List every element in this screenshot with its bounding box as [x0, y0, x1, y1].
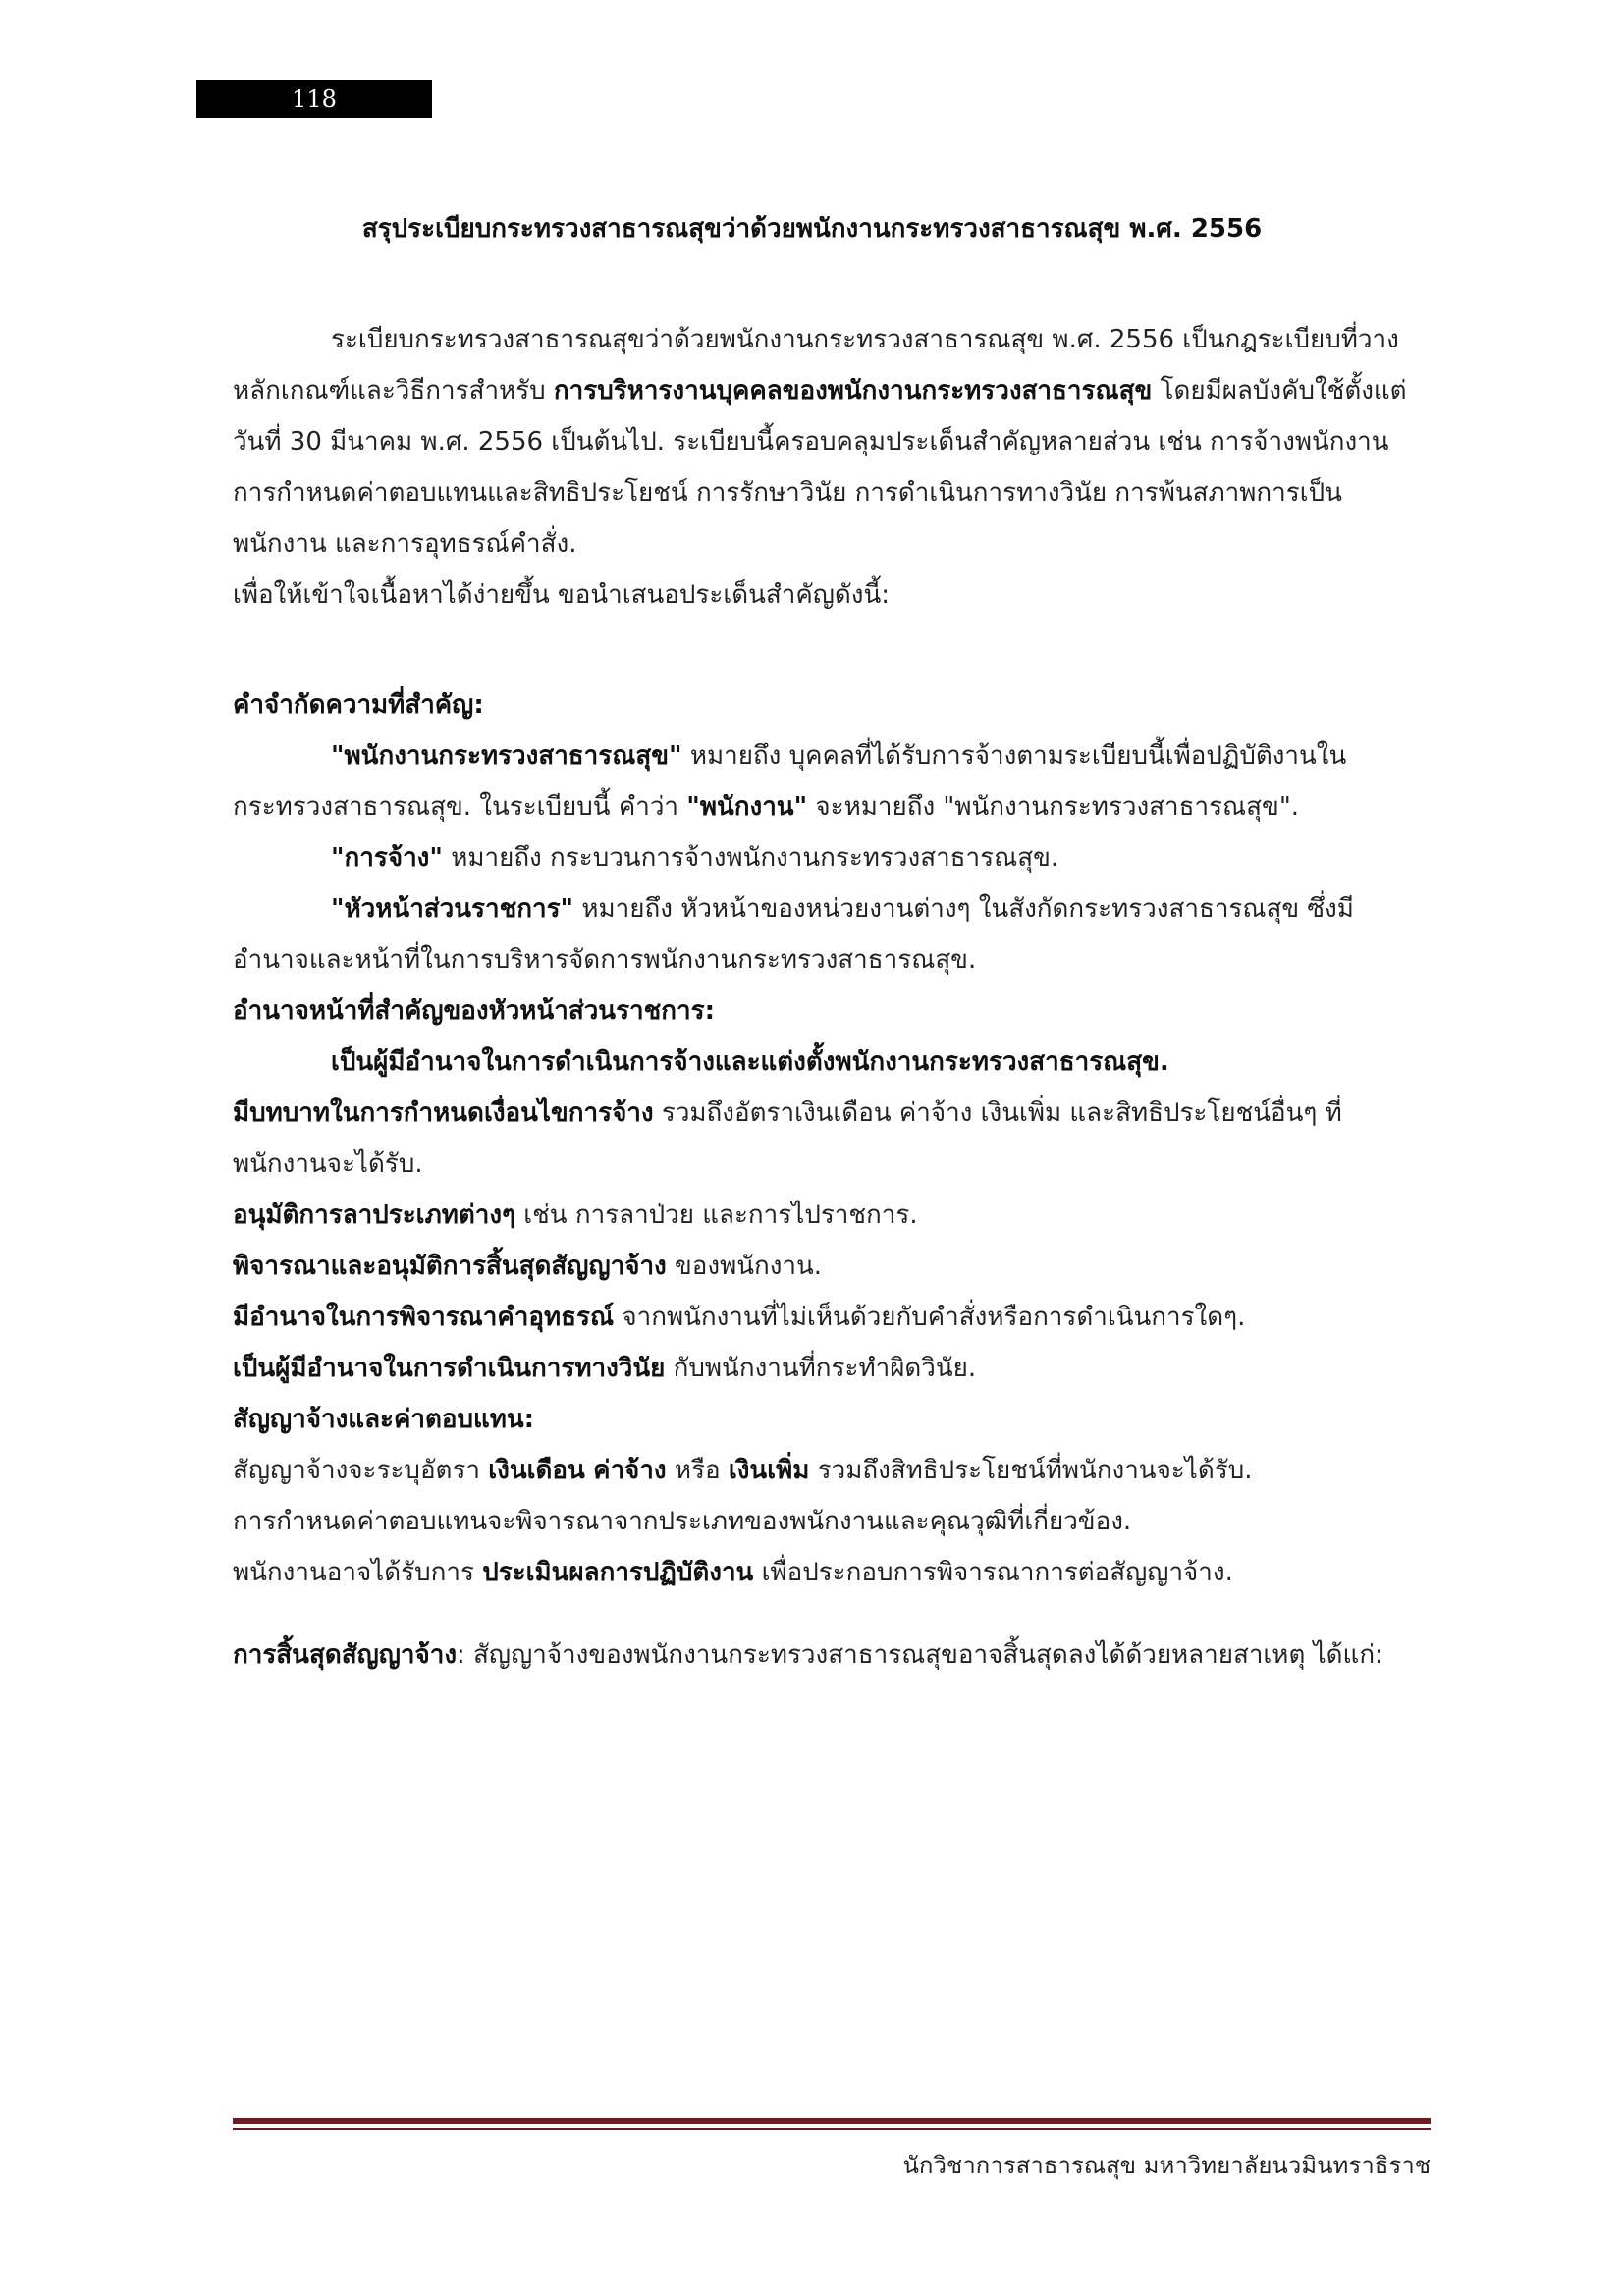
contract-line: [233, 1547, 1426, 1598]
definition-text: จะหมายถึง "พนักงานกระทรวงสาธารณสุข".: [807, 792, 1300, 822]
intro-paragraph: [233, 314, 1426, 569]
contract-text: เพื่อประกอบการพิจารณาการต่อสัญญาจ้าง.: [753, 1558, 1233, 1587]
power-item: [233, 1292, 1426, 1343]
definition-hiring: [233, 832, 1426, 883]
termination-heading: การสิ้นสุดสัญญาจ้าง: [233, 1640, 458, 1670]
contract-text: [585, 1456, 593, 1485]
power-item-bold: พิจารณาและอนุมัติการสิ้นสุดสัญญาจ้าง: [233, 1252, 667, 1281]
definition-text: หมายถึง บุคคลที่ได้รับการจ้างตามระเบียบนี้เพื่อปฏิบัติงานในกระทรวงสาธารณสุข. ในระเบียบนี้ คำว่า: [233, 741, 1347, 822]
definition-term: "พนักงาน": [686, 792, 808, 822]
intro-bold-text: การบริหารงานบุคคลของพนักงานกระทรวงสาธารณสุข: [553, 376, 1153, 405]
contract-text: รวมถึงสิทธิประโยชน์ที่พนักงานจะได้รับ.: [809, 1456, 1253, 1485]
power-item-text: เช่น การลาป่วย และการไปราชการ.: [515, 1201, 918, 1230]
power-item-text: จากพนักงานที่ไม่เห็นด้วยกับคำสั่งหรือการดำเนินการใดๆ.: [614, 1303, 1246, 1332]
power-item-bold: มีอำนาจในการพิจารณาคำอุทธรณ์: [233, 1303, 615, 1332]
footer-rule: [233, 2118, 1431, 2124]
termination-paragraph: [233, 1629, 1426, 1681]
page-number: 118: [292, 85, 337, 113]
definition-employee: [233, 730, 1426, 832]
definition-text: หมายถึง กระบวนการจ้างพนักงานกระทรวงสาธารณสุข.: [442, 843, 1059, 873]
intro-text: ระเบียบกระทรวงสาธารณสุขว่าด้วยพนักงานกระทรวงสาธารณสุข พ.ศ. 2556 เป็นกฎระเบียบที่วางหลักเกณฑ์และวิธีการสำหรับ: [233, 325, 1399, 405]
document-title: สรุประเบียบกระทรวงสาธารณสุขว่าด้วยพนักงานกระทรวงสาธารณสุข พ.ศ. 2556: [361, 214, 1263, 243]
definition-term: "พนักงานกระทรวงสาธารณสุข": [331, 741, 682, 771]
power-item-text: กับพนักงานที่กระทำผิดวินัย.: [665, 1354, 977, 1383]
power-item-bold: มีบทบาทในการกำหนดเงื่อนไขการจ้าง: [233, 1098, 654, 1128]
power-item: เป็นผู้มีอำนาจในการดำเนินการจ้างและแต่งตั้งพนักงานกระทรวงสาธารณสุข.: [331, 1047, 1169, 1077]
power-item: [233, 1190, 1426, 1241]
power-item-text: ของพนักงาน.: [666, 1252, 823, 1281]
powers-heading: อำนาจหน้าที่สำคัญของหัวหน้าส่วนราชการ:: [233, 996, 715, 1026]
termination-text: สัญญาจ้างของพนักงานกระทรวงสาธารณสุขอาจสิ้นสุดลงได้ด้วยหลายสาเหตุ ได้แก่:: [464, 1640, 1383, 1670]
contract-text: หรือ: [666, 1456, 729, 1485]
definition-text: หมายถึง หัวหน้าของหน่วยงานต่างๆ ในสังกัดกระทรวงสาธารณสุข ซึ่งมีอำนาจและหน้าที่ในการบริหารจัดการพนักงานกระทรวงสาธารณสุข.: [233, 894, 1354, 975]
definitions-heading: คำจำกัดความที่สำคัญ:: [233, 690, 484, 720]
contract-line: [233, 1445, 1426, 1496]
contract-heading: สัญญาจ้างและค่าตอบแทน:: [233, 1405, 535, 1434]
contract-bold-text: ประเมินผลการปฏิบัติงาน: [482, 1558, 754, 1587]
contract-bold-text: เงินเพิ่ม: [728, 1456, 810, 1485]
power-item: [233, 1241, 1426, 1292]
definition-term: "การจ้าง": [331, 843, 443, 873]
contract-bold-text: ค่าจ้าง: [593, 1456, 667, 1485]
power-item-bold: เป็นผู้มีอำนาจในการดำเนินการทางวินัย: [233, 1354, 666, 1383]
definition-term: "หัวหน้าส่วนราชการ": [331, 894, 574, 924]
power-item: [233, 1088, 1426, 1190]
contract-text: สัญญาจ้างจะระบุอัตรา: [233, 1456, 489, 1485]
power-item-text: รวมถึงอัตราเงินเดือน ค่าจ้าง เงินเพิ่ม และสิทธิประโยชน์อื่นๆ ที่พนักงานจะได้รับ.: [233, 1098, 1342, 1179]
definition-head-of-agency: [233, 883, 1426, 986]
contract-bold-text: เงินเดือน: [488, 1456, 585, 1485]
contract-line: การกำหนดค่าตอบแทนจะพิจารณาจากประเภทของพนักงานและคุณวุฒิที่เกี่ยวข้อง.: [233, 1507, 1132, 1536]
document-body: [233, 314, 1426, 1681]
intro-lead-in: เพื่อให้เข้าใจเนื้อหาได้ง่ายขึ้น ขอนำเสนอประเด็นสำคัญดังนี้:: [233, 580, 890, 610]
contract-text: พนักงานอาจได้รับการ: [233, 1558, 483, 1587]
power-item: [233, 1343, 1426, 1394]
page-number-bar: [196, 80, 432, 118]
intro-text-rest: โดยมีผลบังคับใช้ตั้งแต่วันที่ 30 มีนาคม พ.ศ. 2556 เป็นต้นไป. ระเบียบนี้ครอบคลุมประเด็นสำคัญหลายส่วน เช่น การจ้างพนักงาน การกำหนดค่าตอบแทนและสิทธิประโยชน์ การรักษาวินัย การดำเนินการทางวินัย การพ้นสภาพการเป็นพนักงาน และการอุทธรณ์คำสั่ง.: [233, 376, 1407, 559]
footer-rule-thin: [233, 2128, 1431, 2130]
power-item-bold: อนุมัติการลาประเภทต่างๆ: [233, 1201, 515, 1230]
footer-text: นักวิชาการสาธารณสุข มหาวิทยาลัยนวมินทราธิราช: [902, 2152, 1431, 2179]
termination-colon: :: [457, 1640, 465, 1670]
